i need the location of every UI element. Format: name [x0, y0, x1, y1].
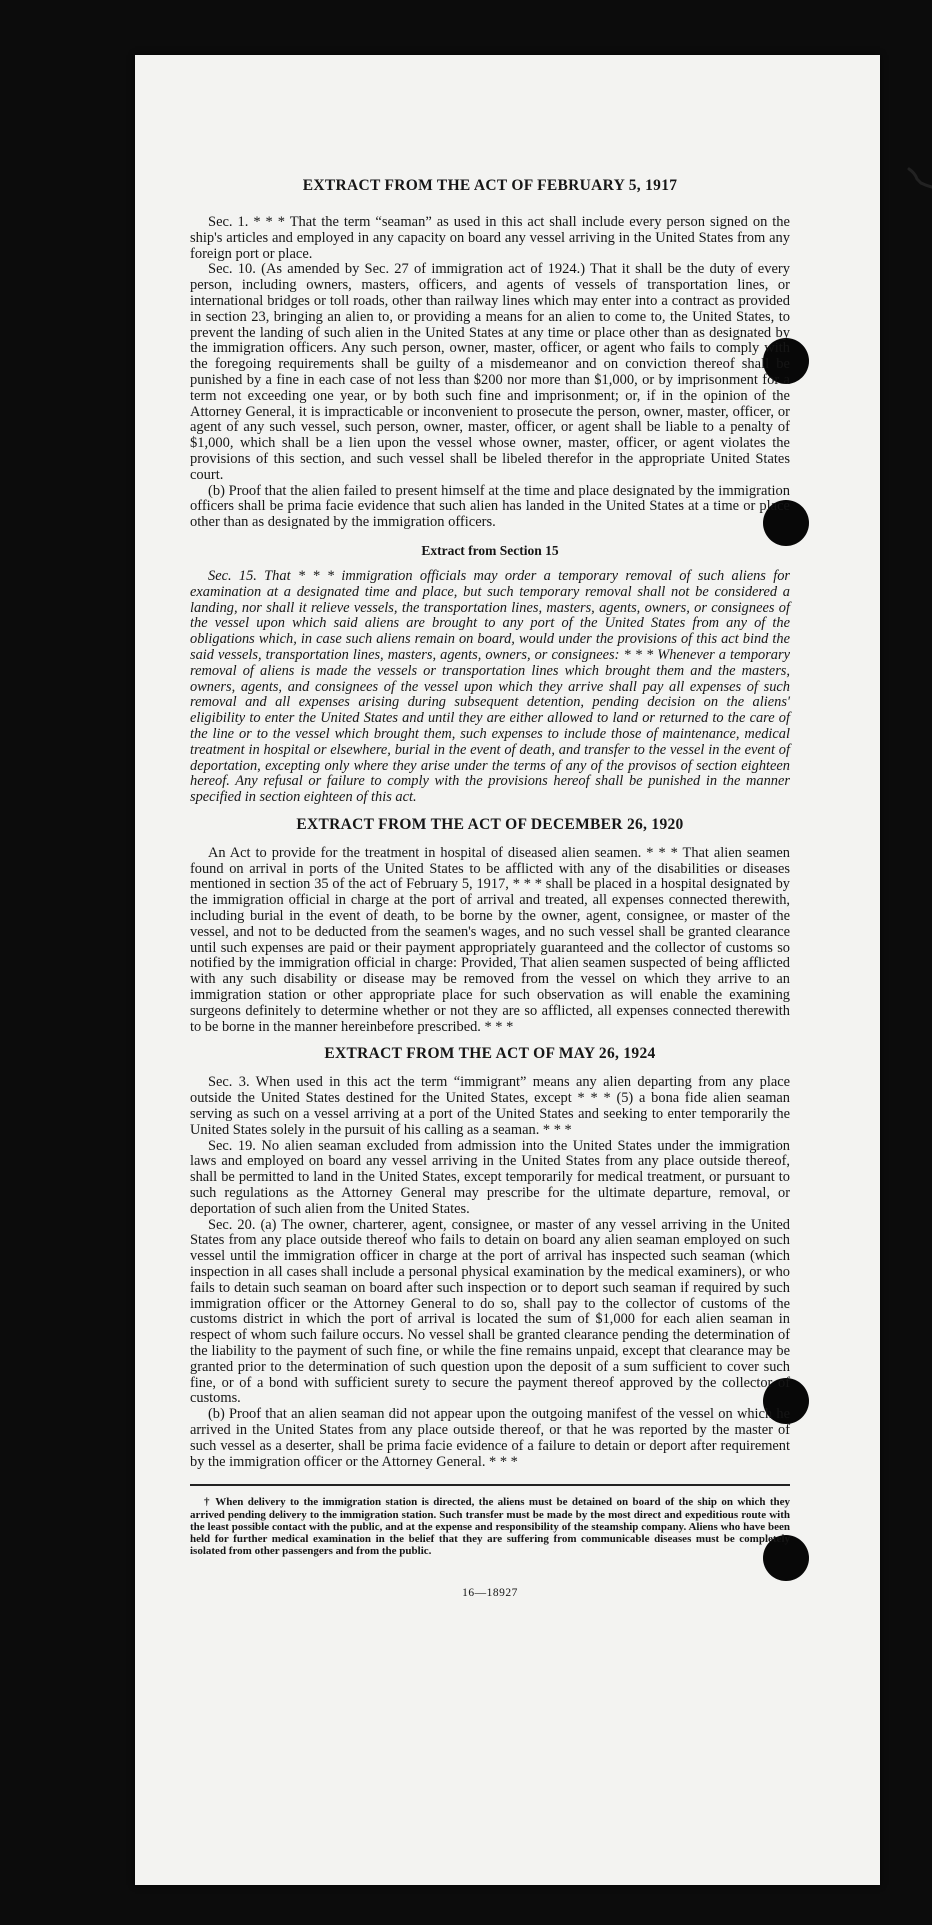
paragraph: Sec. 10. (As amended by Sec. 27 of immigration act of 1924.) That it shall be the duty of every person, including owners, masters, officers, and agents of vessels of transportation lines, or international bridges or toll roads, other than railway lines which may enter into a contract as provided in section 23, bringing an alien to, or providing a means for an alien to come to, the United States, to prevent the landing of such alien in the United States at any time or place other than as designated by the immigration officers. Any such person, owner, master, officer, or agent who fails to comply with the foregoing requirements shall be guilty of a misdemeanor and on conviction thereof shall be punished by a fine in each case of not less than $200 nor more than $1,000, or by imprisonment for a term not exceeding one year, or by both such fine and imprisonment; or, if in the opinion of the Attorney General, it is impracticable or inconvenient to prosecute the person, owner, master, officer, or agent of any such vessel, such person, owner, master, officer, or agent shall be liable to a penalty of $1,000, which shall be a lien upon the vessel whose owner, master, officer, or agent violates the provisions of this section, and such vessel shall be libeled therefor in the appropriate United States court. — [190, 261, 790, 483]
section-extract-15 — [190, 543, 790, 806]
section-heading: Extract from Section 15 — [421, 542, 559, 558]
paragraph: Sec. 3. When used in this act the term “immigrant” means any alien departing from any place outside the United States destined for the United States, except * * * (5) a bona fide alien seaman serving as such on a vessel arriving at a port of the United States and seeking to enter temporarily the United States solely in the pursuit of his calling as a seaman. * * * — [190, 1074, 790, 1138]
section-heading: EXTRACT FROM THE ACT OF FEBRUARY 5, 1917 — [302, 177, 678, 194]
section-act-may-1924 — [190, 1045, 790, 1470]
document-page — [135, 55, 880, 1885]
paragraph: Sec. 1. * * * That the term “seaman” as used in this act shall include every person signed on the ship's articles and employed in any capacity on board any vessel arriving in the United States from any foreign port or place. — [190, 214, 790, 262]
document-body — [190, 177, 790, 1599]
pencil-mark — [907, 167, 932, 193]
paragraph: Sec. 19. No alien seaman excluded from admission into the United States under the immigration laws and employed on board any vessel arriving in the United States from any place outside thereof, shall be permitted to land in the United States, except temporarily for medical treatment, or pursuant to such regulations as the Attorney General may prescribe for the ultimate departure, removal, or deportation of such alien from the United States. — [190, 1137, 790, 1217]
page-number: 16—18927 — [462, 1587, 518, 1600]
paragraph: Sec. 15. That * * * immigration officials may order a temporary removal of such aliens for examination at a designated time and place, but such temporary removal shall not be considered a landing, nor shall it relieve vessels, the transportation lines, masters, agents, owners, or consignees of the vessel upon which said aliens are brought to any port of the United States from any of the obligations which, in case such aliens remain on board, would under the provisions of this act bind the said vessels, transportation lines, masters, agents, owners, or consignees: * * * Whenever a temporary removal of aliens is made the vessels or transportation lines which brought them and the masters, owners, agents, and consignees of the vessel upon which they arrive shall pay all expenses of such removal and all expenses arising during subsequent detention, pending decision on the aliens' eligibility to enter the United States and until they are either allowed to land or returned to the care of the line or to the vessel which brought them, such expenses to include those of maintenance, medical treatment in hospital or elsewhere, burial in the event of death, and transfer to the vessel in the event of deportation, excepting only where they arise under the terms of any of the provisos of section eighteen hereof. Any refusal or failure to comply with the provisions hereof shall be punished in the manner specified in section eighteen of this act. — [190, 567, 790, 806]
divider — [190, 1484, 790, 1486]
paragraph: An Act to provide for the treatment in hospital of diseased alien seamen. * * * That alien seamen found on arrival in ports of the United States to be afflicted with any of the disabilities or diseases mentioned in section 35 of the act of February 5, 1917, * * * shall be placed in a hospital designated by the immigration official in charge at the port of arrival and treated, all expenses connected therewith, including burial in the event of death, to be borne by the owner, agent, consignee, or master of the vessel, and not to be deducted from the seamen's wages, and no such vessel shall be granted clearance until such expenses are paid or their payment appropriately guaranteed and the collector of customs so notified by the immigration official in charge: Provided, That alien seamen suspected of being afflicted with any such disability or disease may be removed from the vessel on which they arrive to an immigration station or other appropriate place for such observation as will enable the examining surgeons definitely to determine whether or not they are so afflicted, all expenses connected therewith to be borne in the manner hereinbefore prescribed. * * * — [190, 844, 790, 1035]
paragraph: (b) Proof that an alien seaman did not appear upon the outgoing manifest of the vessel on which he arrived in the United States from any place outside thereof, or that he was reported by the master of such vessel as a deserter, shall be prima facie evidence of a failure to detain or deport after requirement by the immigration officer or the Attorney General. * * * — [190, 1406, 790, 1470]
section-act-feb-1917 — [190, 177, 790, 531]
section-act-dec-1920 — [190, 816, 790, 1036]
footnote: † When delivery to the immigration station is directed, the aliens must be detained on board of the ship on which they arrived pending delivery to the immigration station. Such transfer must be made by the most direct and expeditious route with the least possible contact with the public, and at the expense and responsibility of the steamship company. Aliens who have been held for further medical examination in the belief that they are suffering from communicable diseases must be completely isolated from other passengers and from the public. — [190, 1496, 790, 1558]
section-heading: EXTRACT FROM THE ACT OF MAY 26, 1924 — [324, 1045, 656, 1063]
paragraph: (b) Proof that the alien failed to present himself at the time and place designated by the immigration officers shall be prima facie evidence that such alien has landed in the United States at a time or place other than as designated by the immigration officers. — [190, 482, 790, 531]
paragraph: Sec. 20. (a) The owner, charterer, agent, consignee, or master of any vessel arriving in the United States from any place outside thereof who fails to detain on board any alien seaman employed on such vessel until the immigration officer in charge at the port of arrival has inspected such seaman (which inspection in all cases shall include a personal physical examination by the medical examiners), or who fails to detain such seaman on board after such inspection or to deport such seaman if required by such immigration officer or the Attorney General to do so, shall pay to the collector of customs of the customs district in which the port of arrival is located the sum of $1,000 for each alien seaman in respect of whom such failure occurs. No vessel shall be granted clearance pending the determination of the liability to the payment of such fine, or while the fine remains unpaid, except that clearance may be granted prior to the determination of such question upon the deposit of a sum sufficient to cover such fine, or of a bond with sufficient surety to secure the payment thereof approved by the collector of customs. — [190, 1216, 790, 1407]
section-heading: EXTRACT FROM THE ACT OF DECEMBER 26, 1920 — [296, 815, 684, 833]
